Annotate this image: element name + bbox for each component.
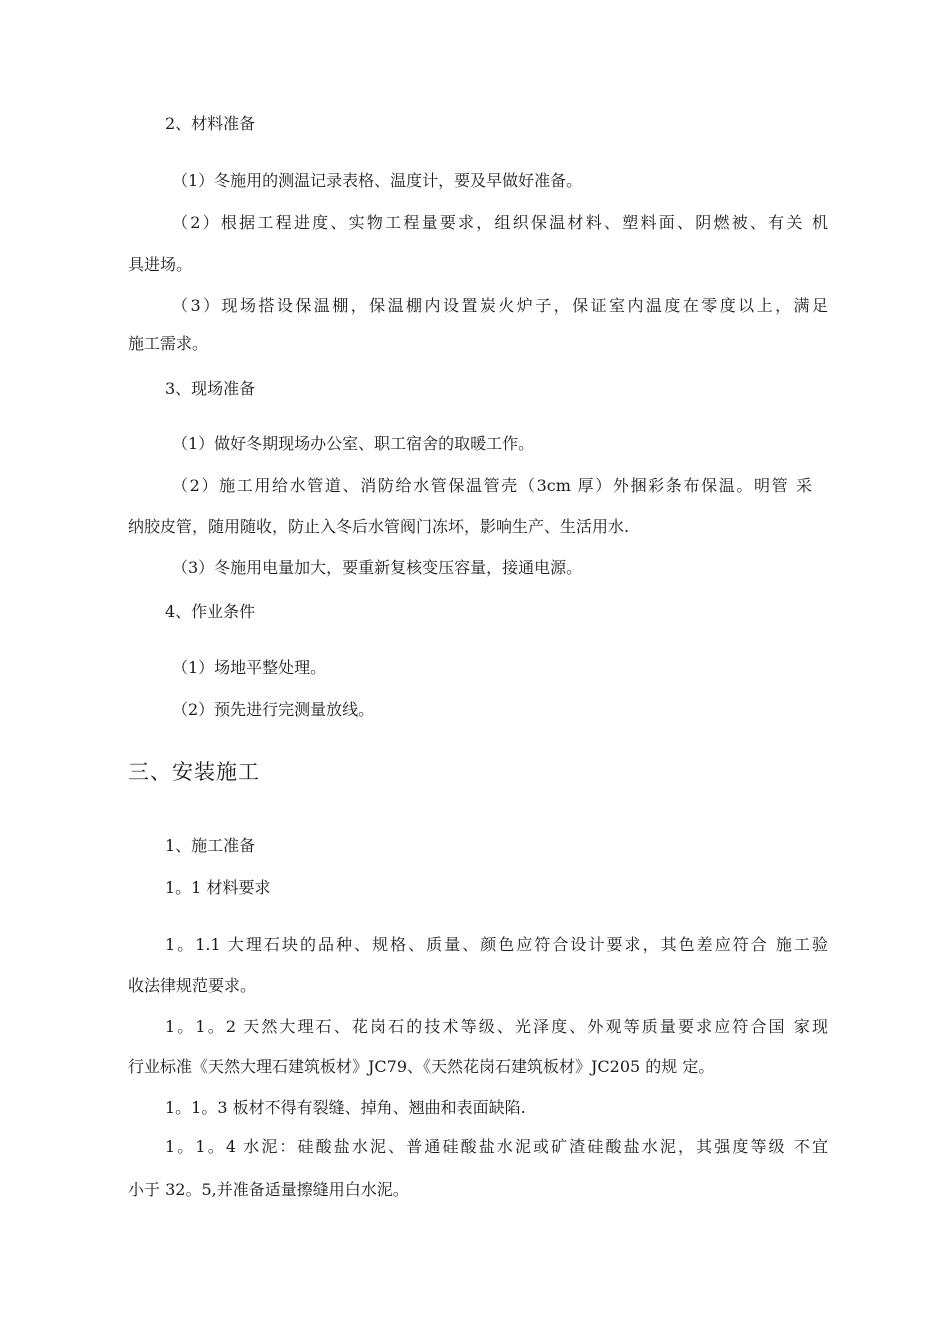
- subsection-title: 1、施工准备: [165, 836, 256, 855]
- paragraph-line: 纳胶皮管，随用随收，防止入冬后水管阀门冻坏，影响生产、生活用水.: [128, 517, 630, 536]
- paragraph-line: （2）根据工程进度、实物工程量要求，组织保温材料、塑料面、阴燃被、有关 机: [172, 213, 828, 232]
- paragraph-line: 1。1。3 板材不得有裂缝、掉角、翘曲和表面缺陷.: [165, 1098, 526, 1117]
- paragraph-line: 1。1.1 大理石块的品种、规格、质量、颜色应符合设计要求，其色差应符合 施工验: [165, 935, 828, 954]
- chapter-heading-installation: 三、安装施工: [128, 760, 260, 784]
- section-title-work-conditions: 4、作业条件: [165, 602, 256, 621]
- section-title-site-prep: 3、现场准备: [165, 379, 256, 398]
- paragraph-line: （2）施工用给水管道、消防给水管保温管壳（3cm 厚）外捆彩条布保温。明管 采: [172, 476, 812, 495]
- section-title-material-prep: 2、材料准备: [165, 114, 256, 133]
- subsection-title: 1。1 材料要求: [165, 878, 271, 897]
- paragraph-line: 行业标准《天然大理石建筑板材》JC79、《天然花岗石建筑板材》JC205 的规 定。: [128, 1057, 715, 1076]
- paragraph-line: 小于 32。5,并准备适量擦缝用白水泥。: [128, 1180, 409, 1199]
- paragraph-line: 1。1。4 水泥：硅酸盐水泥、普通硅酸盐水泥或矿渣硅酸盐水泥，其强度等级 不宜: [165, 1137, 828, 1156]
- paragraph-line: （2）预先进行完测量放线。: [172, 700, 375, 719]
- paragraph-line: （1）做好冬期现场办公室、职工宿舍的取暖工作。: [172, 434, 535, 453]
- paragraph-line: （1）场地平整处理。: [172, 658, 327, 677]
- paragraph-line: （1）冬施用的测温记录表格、温度计，要及早做好准备。: [172, 171, 583, 190]
- paragraph-line: 收法律规范要求。: [128, 976, 257, 995]
- paragraph-line: 施工需求。: [128, 334, 209, 353]
- paragraph-line: （3）冬施用电量加大，要重新复核变压容量，接通电源。: [172, 558, 583, 577]
- paragraph-line: 具进场。: [128, 255, 193, 274]
- paragraph-line: 1。1。2 天然大理石、花岗石的技术等级、光泽度、外观等质量要求应符合国 家现: [165, 1017, 828, 1036]
- paragraph-line: （3）现场搭设保温棚，保温棚内设置炭火炉子，保证室内温度在零度以上，满足: [172, 296, 828, 315]
